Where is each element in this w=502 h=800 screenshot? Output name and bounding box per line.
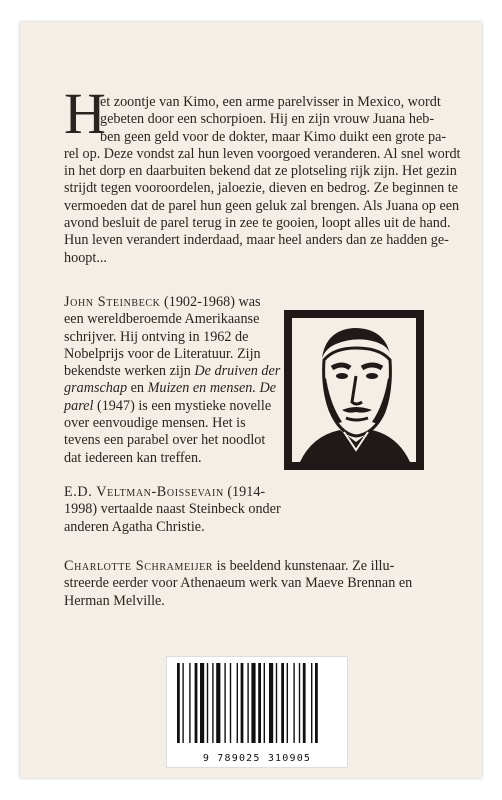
- isbn-barcode: [166, 656, 348, 768]
- blurb-line: strijdt tegen vooroordelen, jaloezie, dieven en bedrog. Ze beginnen te: [64, 180, 458, 197]
- bio-line: over eenvoudige mensen. Het is: [64, 415, 246, 432]
- blurb-line: avond besluit de parel terug in zee te gooien, loopt alles uit de hand.: [64, 215, 451, 232]
- blurb-line: Hun leven verandert inderdaad, maar heel anders dan ze hadden ge-: [64, 232, 449, 249]
- translator-bio: [64, 484, 354, 536]
- author-portrait-woodcut: [284, 310, 424, 470]
- portrait-illustration: [292, 318, 416, 462]
- bio-line: 1998) vertaalde naast Steinbeck onder: [64, 501, 281, 518]
- bio-line: anderen Agatha Christie.: [64, 518, 205, 535]
- blurb-line: hoopt...: [64, 249, 107, 266]
- barcode-bars: [167, 657, 347, 749]
- book-back-cover: [20, 22, 482, 778]
- bio-line: dat iedereen kan treffen.: [64, 449, 202, 466]
- illustrator-name: Charlotte Schrameijer: [64, 558, 214, 574]
- bio-line: een wereldberoemde Amerikaanse: [64, 311, 260, 328]
- author-name: John Steinbeck: [64, 294, 161, 310]
- isbn-digits: 9 789025 310905: [202, 753, 312, 764]
- bio-line: schrijver. Hij ontving in 1962 de: [64, 328, 249, 345]
- drop-cap: H: [64, 81, 106, 146]
- bio-text: (1902-1968) was: [160, 294, 261, 310]
- illustrator-bio: [64, 558, 484, 610]
- bio-text: en: [127, 380, 148, 397]
- blurb-line: rel op. Deze vondst zal hun leven voorgoed veranderen. Al snel wordt: [64, 145, 461, 162]
- author-bio: [64, 294, 281, 467]
- bio-text: is beeldend kunstenaar. Ze illu-: [213, 558, 395, 574]
- blurb-line: gebeten door een schorpioen. Hij en zijn vrouw Juana heb-: [100, 111, 435, 128]
- bio-line: Herman Melville.: [64, 592, 165, 609]
- bio-text: (1914-: [223, 484, 266, 500]
- blurb-line: et zoontje van Kimo, een arme parelvisser in Mexico, wordt: [100, 94, 441, 110]
- blurb-line: in het dorp en daarbuiten bekend dat ze plotseling rijk zijn. Het gezin: [64, 163, 457, 180]
- book-title: parel: [64, 397, 94, 414]
- blurb-line: ben geen geld voor de dokter, maar Kimo duikt een grote pa-: [100, 128, 447, 145]
- bio-text: (1947) is een mystieke novelle: [93, 397, 272, 414]
- bio-line: tevens een parabel over het noodlot: [64, 432, 266, 449]
- book-title: De druiven der: [194, 363, 281, 380]
- bio-line: streerde eerder voor Athenaeum werk van Maeve Brennan en: [64, 575, 413, 592]
- book-title: Muizen en mensen. De: [147, 380, 276, 397]
- bio-line: Nobelprijs voor de Literatuur. Zijn: [64, 345, 261, 362]
- translator-name: E.D. Veltman-Boissevain: [64, 484, 224, 500]
- bio-text: bekendste werken zijn: [64, 363, 195, 380]
- book-title: gramschap: [64, 380, 128, 397]
- blurb-line: vermoeden dat de parel hun geen geluk zal brengen. Als Juana op een: [64, 197, 460, 214]
- synopsis-blurb: [64, 81, 484, 267]
